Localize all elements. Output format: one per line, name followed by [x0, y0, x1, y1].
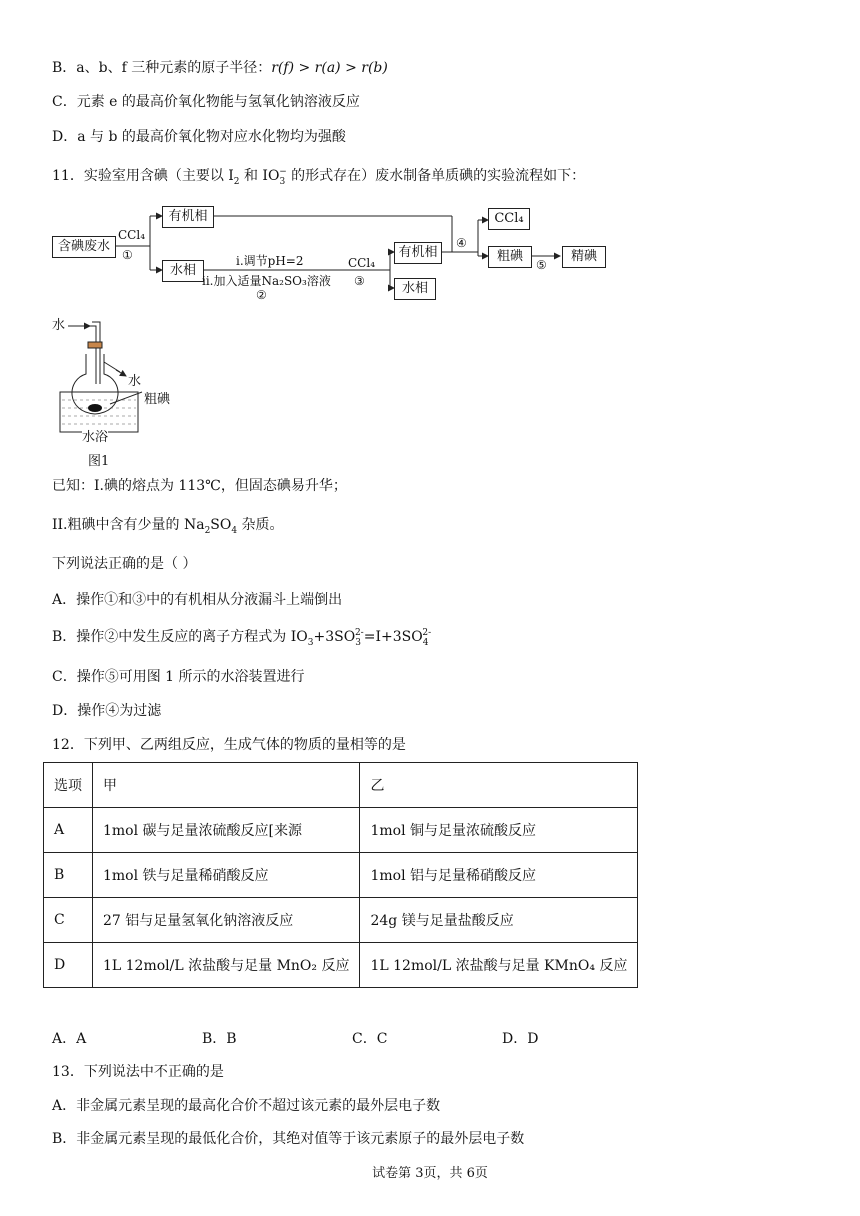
- figure-water-in-label: 水: [52, 318, 66, 333]
- q11-option-c: C．操作⑤可用图 1 所示的水浴装置进行: [52, 669, 305, 685]
- table-header-cell: 甲: [93, 763, 360, 808]
- flow-step-2: ②: [256, 288, 267, 302]
- q11-option-a: A．操作①和③中的有机相从分液漏斗上端倒出: [52, 592, 343, 608]
- table-cell: 1mol 碳与足量浓硫酸反应[来源: [93, 808, 360, 853]
- q11-known-2-a: II.粗碘中含有少量的 Na: [52, 517, 205, 533]
- flow-condition-1: i.调节pH=2: [236, 254, 304, 268]
- figure-water-bath-label: 水浴: [82, 426, 108, 445]
- q11-known-2-c: 杂质。: [237, 517, 284, 533]
- table-header-cell: 选项: [44, 763, 93, 808]
- flow-reagent-1: CCl₄: [118, 228, 146, 242]
- flow-condition-2: ii.加入适量Na₂SO₃溶液: [202, 274, 331, 288]
- table-cell: 24g 镁与足量盐酸反应: [360, 898, 638, 943]
- q11-stem-part-a: 11．实验室用含碘（主要以 I: [52, 168, 234, 184]
- table-cell: 1mol 铝与足量稀硝酸反应: [360, 853, 638, 898]
- flow-crude-iodine-box: 粗碘: [488, 246, 532, 268]
- q11-stem-part-c: 的形式存在）废水制备单质碘的实验流程如下：: [286, 168, 586, 184]
- q10-option-c: C．元素 e 的最高价氧化物能与氢氧化钠溶液反应: [52, 94, 360, 110]
- q13-option-b: B．非金属元素呈现的最低化合价，其绝对值等于该元素原子的最外层电子数: [52, 1131, 525, 1147]
- q12-option-a: A．A: [52, 1031, 87, 1047]
- q11-option-b-a: B．操作②中发生反应的离子方程式为 IO: [52, 629, 308, 645]
- flow-start-box: 含碘废水: [52, 236, 116, 258]
- flowchart: [52, 206, 612, 306]
- figure-caption: 图1: [88, 454, 110, 469]
- flow-reagent-2: CCl₄: [348, 256, 376, 270]
- page-footer: 试卷第 3页，共 6页: [372, 1166, 488, 1181]
- table-row: [44, 853, 638, 898]
- figure-1: [52, 314, 192, 474]
- flow-organic-1-box: 有机相: [162, 206, 214, 228]
- q12-stem: 12．下列甲、乙两组反应，生成气体的物质的量相等的是: [52, 737, 406, 753]
- q13-stem: 13．下列说法中不正确的是: [52, 1064, 224, 1080]
- q11-option-b: B．操作②中发生反应的离子方程式为 $IO_3+3SO_3^{2-}=I+3SO_4^{2-}$: [52, 628, 432, 648]
- q10-option-b-formula: r(f) > r(a) > r(b): [271, 60, 388, 76]
- table-header-cell: 乙: [360, 763, 638, 808]
- flow-aqueous-1-box: 水相: [162, 260, 204, 282]
- table-cell: D: [44, 943, 93, 988]
- figure-crude-iodine-label: 粗碘: [144, 392, 171, 407]
- q12-option-b: B．B: [202, 1031, 237, 1047]
- water-bath-apparatus-icon: [52, 314, 192, 444]
- table-cell: B: [44, 853, 93, 898]
- table-header-row: [44, 763, 638, 808]
- table-cell: A: [44, 808, 93, 853]
- q12-option-c: C．C: [352, 1031, 388, 1047]
- table-cell: 1L 12mol/L 浓盐酸与足量 MnO₂ 反应: [93, 943, 360, 988]
- q11-ask: 下列说法正确的是（ ）: [52, 556, 197, 572]
- figure-water-out-label: 水: [128, 374, 142, 389]
- table-cell: 27 铝与足量氢氧化钠溶液反应: [93, 898, 360, 943]
- flow-step-3: ③: [354, 274, 365, 288]
- table-cell: 1L 12mol/L 浓盐酸与足量 KMnO₄ 反应: [360, 943, 638, 988]
- flow-step-4: ④: [456, 236, 467, 250]
- q11-option-b-b: +3SO: [313, 629, 356, 645]
- table-cell: 1mol 铁与足量稀硝酸反应: [93, 853, 360, 898]
- q11-known-2: II.粗碘中含有少量的 $Na_2SO_4$ 杂质。: [52, 517, 284, 536]
- table-cell: 1mol 铜与足量浓硫酸反应: [360, 808, 638, 853]
- flow-product-ccl4-box: CCl₄: [488, 208, 530, 230]
- flow-organic-2-box: 有机相: [394, 242, 442, 264]
- q10-option-b-text: B．a、b、f 三种元素的原子半径：: [52, 60, 272, 76]
- q11-stem: 11．实验室用含碘（主要以 $I_2$ 和 $IO_3^-$ 的形式存在）废水制备单质碘的实验流程如下：: [52, 167, 586, 187]
- flow-aqueous-2-box: 水相: [394, 278, 436, 300]
- q10-option-b: [52, 58, 388, 78]
- table-cell: C: [44, 898, 93, 943]
- flow-refined-iodine-box: 精碘: [562, 246, 606, 268]
- table-row: [44, 898, 638, 943]
- q11-option-d: D．操作④为过滤: [52, 703, 162, 719]
- flow-step-5: ⑤: [536, 258, 547, 272]
- q11-stem-part-b: 和 IO: [239, 168, 280, 184]
- q13-option-a: A．非金属元素呈现的最高化合价不超过该元素的最外层电子数: [52, 1098, 441, 1114]
- table-row: [44, 943, 638, 988]
- q10-option-d: D．a 与 b 的最高价氧化物对应水化物均为强酸: [52, 129, 346, 145]
- table-row: [44, 808, 638, 853]
- q11-known-1: 已知：I.碘的熔点为 113℃，但固态碘易升华；: [52, 478, 347, 494]
- q11-known-2-b: SO: [210, 517, 232, 533]
- flow-step-1: ①: [122, 248, 133, 262]
- q12-option-d: D．D: [502, 1031, 539, 1047]
- q11-option-b-c: =I+3SO: [363, 629, 423, 645]
- q12-table: [43, 762, 638, 988]
